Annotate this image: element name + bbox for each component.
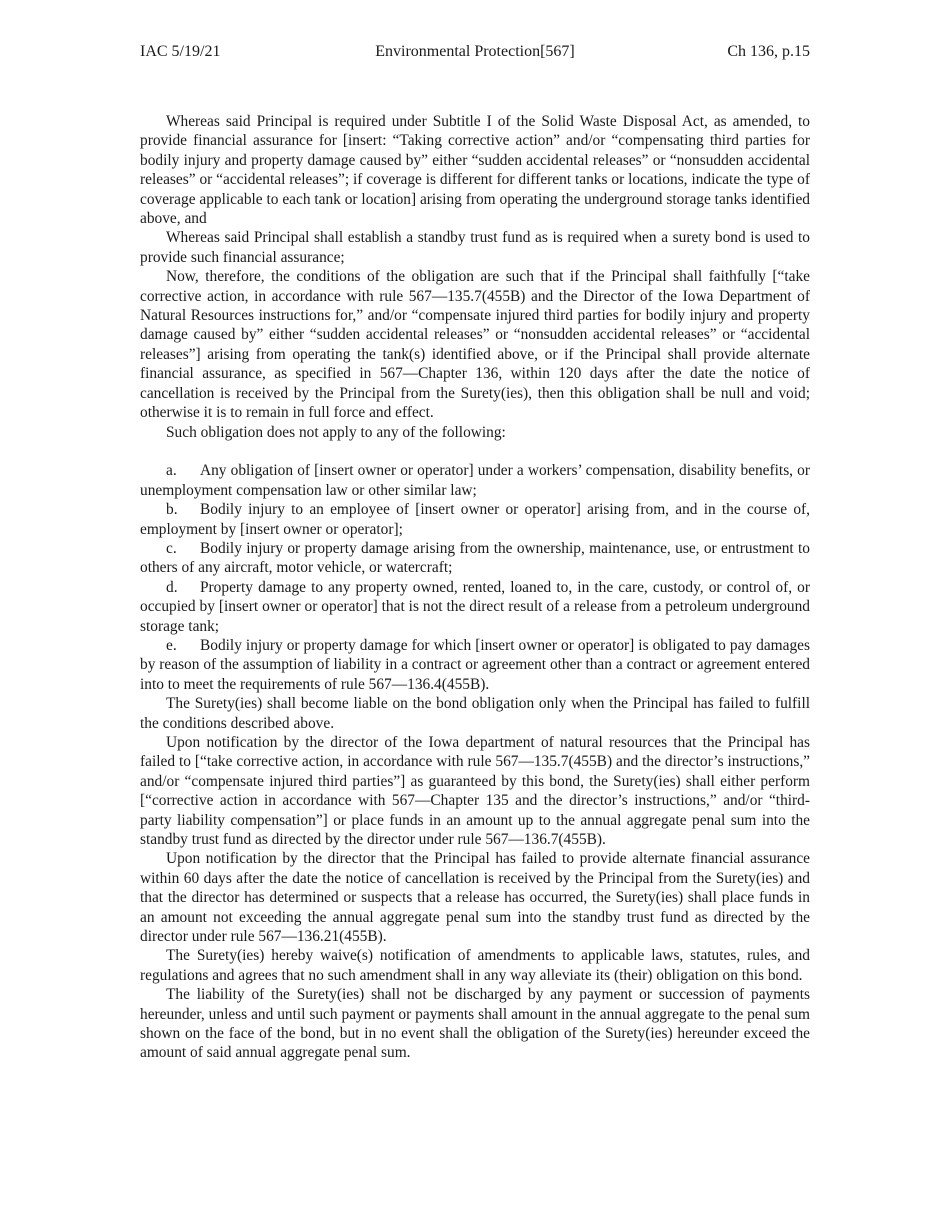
paragraph-whereas-financial-assurance: Whereas said Principal is required under Subtitle I of the Solid Waste Disposal Act, as amended, to provide financial assurance for [insert: “Taking corrective action” and/or “compensating third parties for bodily injury and property damage caused by” either “sudden accidental releases” or “nonsudden accidental releases” or “accidental releases”; if coverage is different for different tanks or locations, indicate the type of coverage applicable to each tank or location] arising from operating the underground storage tanks identified above, and <box>140 113 810 228</box>
exclusion-letter: e. <box>166 636 177 654</box>
header-date: IAC 5/19/21 <box>140 43 221 60</box>
paragraph-notification-alternate-assurance: Upon notification by the director that the Principal has failed to provide alternate financial assurance within 60 days after the date the notice of cancellation is received by the Principal from the Surety(ies) and that the director has determined or suspects that a release has occurred, the Surety(ies) shall place funds in an amount not exceeding the annual aggregate penal sum into the standby trust fund as directed by the director under rule 567—136.21(455B). <box>140 850 810 946</box>
exclusion-item-c <box>140 539 810 578</box>
exclusion-text: Bodily injury or property damage for which [insert owner or operator] is obligated to pay damages by reason of the assumption of liability in a contract or agreement other than a contract or agreement entered into to meet the requirements of rule 567—136.4(455B). <box>140 636 810 693</box>
exclusion-item-e <box>140 636 810 694</box>
exclusion-item-d <box>140 578 810 636</box>
header-page-number: Ch 136, p.15 <box>727 43 810 60</box>
paragraph-liability-discharge: The liability of the Surety(ies) shall not be discharged by any payment or succession of payments hereunder, unless and until such payment or payments shall amount in the annual aggregate to the penal sum shown on the face of the bond, but in no event shall the obligation of the Surety(ies) hereunder exceed the amount of said annual aggregate penal sum. <box>140 986 810 1062</box>
exclusion-text: Bodily injury or property damage arising from the ownership, maintenance, use, or entrustment to others of any aircraft, motor vehicle, or watercraft; <box>140 539 810 577</box>
exclusion-item-a <box>140 461 810 500</box>
paragraph-notification-corrective-action: Upon notification by the director of the Iowa department of natural resources that the Principal has failed to [“take corrective action, in accordance with rule 567—135.7(455B) and the director’s instructions,” and/or “compensate injured third parties”] as guaranteed by this bond, the Surety(ies) shall either perform [“corrective action in accordance with 567—Chapter 135 and the director’s instructions,” and/or “third-party liability compensation”] or place funds in an amount up to the annual aggregate penal sum into the standby trust fund as directed by the director under rule 567—136.7(455B). <box>140 733 810 849</box>
running-header <box>140 40 810 64</box>
header-title: Environmental Protection[567] <box>375 43 575 60</box>
paragraph-surety-liability: The Surety(ies) shall become liable on the bond obligation only when the Principal has failed to fulfill the conditions described above. <box>140 695 810 732</box>
exclusion-letter: c. <box>166 539 177 557</box>
exclusion-text: Any obligation of [insert owner or operator] under a workers’ compensation, disability benefits, or unemployment compensation law or other similar law; <box>140 462 810 499</box>
paragraph-whereas-standby-trust: Whereas said Principal shall establish a standby trust fund as is required when a surety bond is used to provide such financial assurance; <box>140 229 810 266</box>
paragraph-waiver-of-amendments: The Surety(ies) hereby waive(s) notification of amendments to applicable laws, statutes, rules, and regulations and agrees that no such amendment shall in any way alleviate its (their) obligation on this bond. <box>140 947 810 984</box>
exclusion-letter: a. <box>166 462 177 480</box>
paragraph-exclusions-intro: Such obligation does not apply to any of the following: <box>166 423 506 441</box>
exclusion-text: Bodily injury to an employee of [insert owner or operator] arising from, and in the course of, employment by [insert owner or operator]; <box>140 501 810 538</box>
exclusion-text: Property damage to any property owned, rented, loaned to, in the care, custody, or control of, or occupied by [insert owner or operator] that is not the direct result of a release from a petroleum underground storage tank; <box>140 578 810 635</box>
exclusion-letter: b. <box>166 501 178 519</box>
paragraph-conditions-of-obligation: Now, therefore, the conditions of the obligation are such that if the Principal shall faithfully [“take corrective action, in accordance with rule 567—135.7(455B) and the Director of the Iowa Department of Natural Resources instructions for,” and/or “compensate injured third parties for bodily injury and property damage caused by” either “sudden accidental releases” or “nonsudden accidental releases” or “accidental releases”] arising from operating the tank(s) identified above, or if the Principal shall provide alternate financial assurance, as specified in 567—Chapter 136, within 120 days after the date the notice of cancellation is received by the Principal from the Surety(ies), then this obligation shall be null and void; otherwise it is to remain in full force and effect. <box>140 268 810 422</box>
exclusion-letter: d. <box>166 578 178 596</box>
document-body <box>140 112 810 1063</box>
exclusion-item-b <box>140 500 810 539</box>
